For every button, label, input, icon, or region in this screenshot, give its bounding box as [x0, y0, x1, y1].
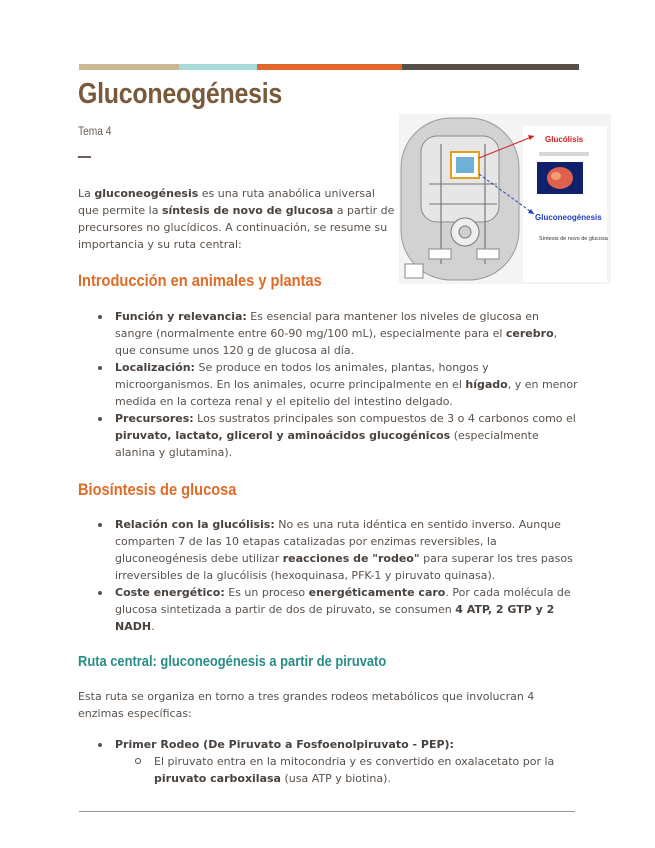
- intro-paragraph: La gluconeogénesis es una ruta anabólica universal que permite la síntesis de novo de glucosa a partir de precursores no glucídicos. A continuación, se resume su importancia y su ruta central:: [78, 187, 395, 251]
- page-subtitle: Tema 4: [78, 124, 112, 138]
- list-item: Función y relevancia: Es esencial para mantener los niveles de glucosa en sangre (normalmente entre 60-90 mg/100 mL), especialmente para el cerebro, que consume unos 120 g de glucosa al día.: [78, 308, 578, 359]
- pathway-diagram: [399, 114, 611, 284]
- central-route-list: [78, 736, 578, 787]
- title-dash: [78, 156, 91, 158]
- header-color-bar: [79, 64, 579, 70]
- section-intro-heading: Introducción en animales y plantas: [78, 271, 322, 290]
- list-item: Primer Rodeo (De Piruvato a Fosfoenolpiruvato - PEP): El piruvato entra en la mitocondria y es convertido en oxalacetato por la piruvato carboxilasa (usa ATP y biotina).: [78, 736, 578, 787]
- section-biosynthesis-heading: Biosíntesis de glucosa: [78, 480, 237, 499]
- bar-segment-4: [402, 64, 579, 70]
- page-title: Gluconeogénesis: [78, 78, 283, 110]
- list-item: Localización: Se produce en todos los animales, plantas, hongos y microorganismos. En los animales, ocurre principalmente en el hígado, y en menor medida en la corteza renal y el epitelio del intestino delgado.: [78, 359, 578, 410]
- central-route-paragraph: Esta ruta se organiza en torno a tres grandes rodeos metabólicos que involucran 4 enzimas específicas:: [78, 690, 535, 720]
- sub-list-item: El piruvato entra en la mitocondria y es convertido en oxalacetato por la piruvato carboxilasa (usa ATP y biotina).: [115, 753, 578, 787]
- section-central-route-heading: Ruta central: gluconeogénesis a partir de piruvato: [78, 653, 387, 670]
- gluconeogenesis-figure: [399, 114, 611, 284]
- list-item: Relación con la glucólisis: No es una ruta idéntica en sentido inverso. Aunque comparten 7 de las 10 etapas catalizadas por enzimas reversibles, la gluconeogénesis debe utilizar reacciones de "rodeo" para superar los tres pasos irreversibles de la glucólisis (hexoquinasa, PFK-1 y piruvato quinasa).: [78, 516, 578, 584]
- footer-divider: [79, 811, 575, 812]
- section-intro-list: [78, 308, 578, 461]
- bar-segment-1: [79, 64, 179, 70]
- figure-caption: Síntesis de novo de glucosa: [539, 236, 608, 242]
- section-biosynthesis-list: [78, 516, 578, 635]
- bar-segment-3: [257, 64, 402, 70]
- bar-segment-2: [179, 64, 257, 70]
- list-item: Coste energético: Es un proceso energéticamente caro. Por cada molécula de glucosa sintetizada a partir de dos de piruvato, se consumen 4 ATP, 2 GTP y 2 NADH.: [78, 584, 578, 635]
- list-item: Precursores: Los sustratos principales son compuestos de 3 o 4 carbonos como el piruvato, lactato, glicerol y aminoácidos glucogénicos (especialmente alanina y glutamina).: [78, 410, 578, 461]
- sub-list: [115, 753, 578, 787]
- label-glucolisis: Glucólisis: [545, 135, 584, 144]
- label-gluconeogenesis: Gluconeogénesis: [535, 213, 602, 222]
